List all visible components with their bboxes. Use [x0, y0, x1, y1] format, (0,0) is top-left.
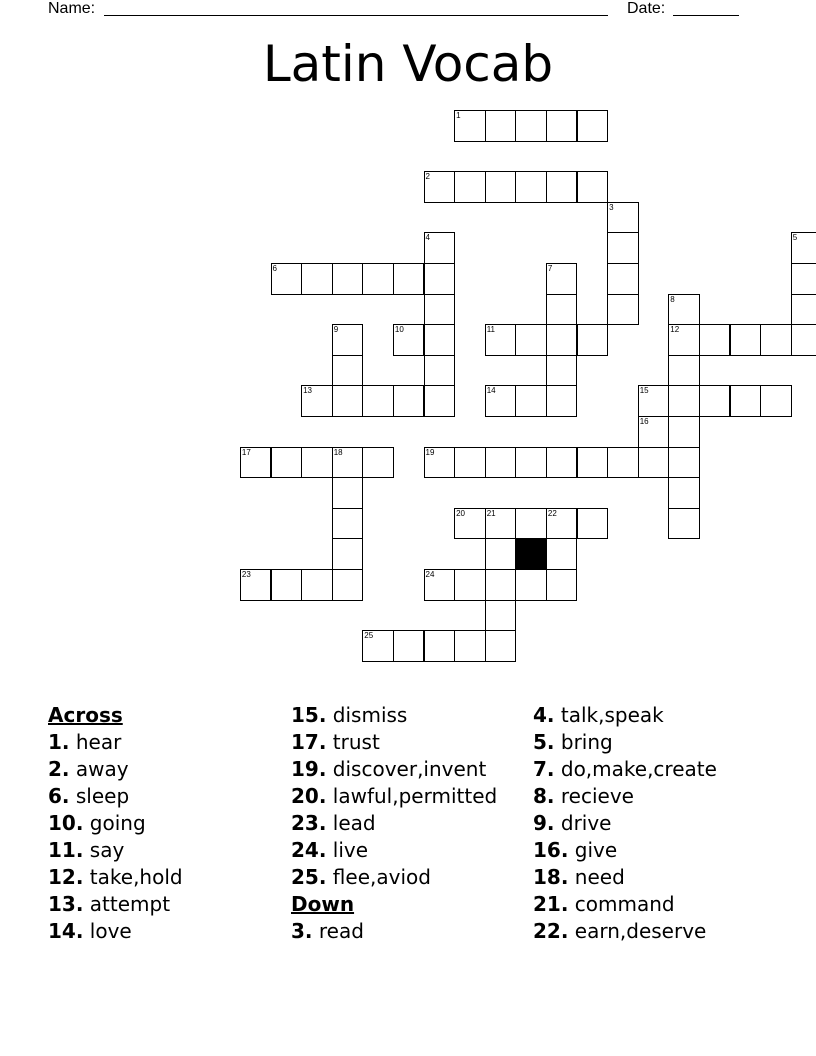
clue-item	[533, 783, 717, 810]
clue-number: 12	[670, 325, 680, 335]
clue-text: going	[83, 811, 146, 835]
crossword-cell-3[interactable]	[607, 202, 639, 234]
clue-number: 17.	[291, 730, 327, 754]
clue-item	[533, 756, 717, 783]
crossword-cell[interactable]	[668, 355, 700, 387]
crossword-cell[interactable]	[362, 385, 394, 417]
clue-text: drive	[554, 811, 612, 835]
clue-text: lead	[326, 811, 376, 835]
clue-number: 7.	[533, 757, 555, 781]
crossword-cell-22[interactable]	[546, 508, 578, 540]
crossword-cell[interactable]	[668, 385, 700, 417]
crossword-cell[interactable]	[668, 416, 700, 448]
clue-number: 24	[425, 570, 435, 579]
clue-item	[533, 864, 717, 891]
crossword-cell[interactable]	[515, 385, 547, 417]
clue-text: sleep	[69, 784, 130, 808]
crossword-cell[interactable]	[393, 263, 425, 295]
clues-column-1	[48, 702, 183, 945]
across-clue-list-continued	[291, 702, 497, 891]
clue-number: 12.	[48, 865, 84, 889]
clue-number: 22	[547, 508, 557, 518]
clue-number: 4	[425, 233, 430, 243]
clue-text: lawful,permitted	[326, 784, 498, 808]
crossword-cell-16[interactable]	[638, 416, 670, 448]
crossword-cell[interactable]	[393, 630, 425, 662]
clue-text: attempt	[83, 892, 171, 916]
clue-item	[48, 891, 183, 918]
page-title: Latin Vocab	[262, 35, 554, 93]
crossword-cell[interactable]	[301, 447, 333, 479]
clue-number: 15.	[291, 703, 327, 727]
clue-item	[48, 810, 183, 837]
crossword-cell[interactable]	[301, 263, 333, 295]
crossword-cell-11[interactable]	[485, 324, 517, 356]
crossword-cell-7[interactable]	[546, 263, 578, 295]
clue-number: 23.	[291, 811, 327, 835]
clue-number: 2	[425, 172, 430, 182]
crossword-cell[interactable]	[546, 324, 578, 356]
clue-number: 21.	[533, 892, 569, 916]
clue-item	[533, 729, 717, 756]
crossword-cell[interactable]	[546, 355, 578, 387]
crossword-cell-5[interactable]	[791, 232, 816, 264]
crossword-cell[interactable]	[546, 447, 578, 479]
crossword-cell[interactable]	[424, 263, 456, 295]
down-clue-list	[291, 918, 497, 945]
crossword-cell-2[interactable]	[424, 171, 456, 203]
clue-number: 6	[272, 264, 277, 273]
clue-number: 19.	[291, 757, 327, 781]
clue-item	[48, 783, 183, 810]
crossword-cell[interactable]	[332, 569, 364, 601]
clue-number: 4.	[533, 703, 555, 727]
clue-text: bring	[554, 730, 613, 754]
crossword-cell[interactable]	[668, 447, 700, 479]
clue-number: 16	[639, 417, 649, 426]
crossword-cell-23[interactable]	[240, 569, 272, 601]
crossword-cell-8[interactable]	[668, 294, 700, 326]
crossword-cell[interactable]	[515, 324, 547, 356]
clue-number: 6.	[48, 784, 70, 808]
crossword-cell[interactable]	[424, 324, 456, 356]
clue-item	[533, 837, 717, 864]
crossword-cell[interactable]	[546, 385, 578, 417]
clue-text: hear	[69, 730, 122, 754]
crossword-cell[interactable]	[301, 569, 333, 601]
clue-number: 18.	[533, 865, 569, 889]
clue-number: 8	[670, 294, 675, 304]
clue-text: talk,speak	[554, 703, 664, 727]
crossword-cell[interactable]	[332, 385, 364, 417]
crossword-cell[interactable]	[546, 538, 578, 570]
crossword-cell[interactable]	[485, 538, 517, 570]
clue-number: 25	[364, 631, 374, 641]
crossword-cell-15[interactable]	[638, 385, 670, 417]
crossword-cell[interactable]	[424, 294, 456, 326]
clue-number: 3	[609, 202, 614, 212]
clue-number: 18	[333, 447, 343, 457]
clue-item	[291, 702, 497, 729]
clue-number: 17	[241, 447, 251, 457]
crossword-cell-17[interactable]	[240, 447, 272, 479]
crossword-cell[interactable]	[454, 630, 486, 662]
crossword-cell-19[interactable]	[424, 447, 456, 479]
crossword-cell[interactable]	[699, 324, 731, 356]
clue-number: 23	[241, 570, 251, 579]
crossword-cell[interactable]	[424, 385, 456, 417]
crossword-cell[interactable]	[485, 569, 517, 601]
crossword-cell-14[interactable]	[485, 385, 517, 417]
crossword-cell[interactable]	[332, 538, 364, 570]
crossword-cell[interactable]	[668, 508, 700, 540]
clue-text: love	[83, 919, 132, 943]
crossword-cell[interactable]	[271, 447, 303, 479]
clue-number: 21	[486, 508, 496, 518]
clue-text: earn,deserve	[568, 919, 707, 943]
clue-text: say	[83, 838, 125, 862]
clue-number: 11.	[48, 838, 84, 862]
crossword-cell[interactable]	[485, 600, 517, 632]
clue-number: 3.	[291, 919, 313, 943]
clue-item	[48, 837, 183, 864]
crossword-cell-6[interactable]	[271, 263, 303, 295]
crossword-cell[interactable]	[546, 171, 578, 203]
clue-text: live	[326, 838, 369, 862]
crossword-cell-25[interactable]	[362, 630, 394, 662]
crossword-cell[interactable]	[424, 355, 456, 387]
clue-text: take,hold	[83, 865, 183, 889]
across-heading: Across	[48, 703, 123, 727]
crossword-cell[interactable]	[791, 324, 816, 356]
crossword-cell-24[interactable]	[424, 569, 456, 601]
clue-number: 25.	[291, 865, 327, 889]
crossword-cell[interactable]	[546, 294, 578, 326]
crossword-cell[interactable]	[760, 385, 792, 417]
crossword-cell[interactable]	[515, 171, 547, 203]
clue-number: 13	[303, 386, 312, 396]
crossword-cell[interactable]	[699, 385, 731, 417]
clue-number: 14.	[48, 919, 84, 943]
down-heading: Down	[291, 892, 355, 916]
clue-item	[533, 702, 717, 729]
crossword-cell-10[interactable]	[393, 324, 425, 356]
across-clue-list	[48, 729, 183, 945]
clue-item	[291, 756, 497, 783]
crossword-cell[interactable]	[454, 171, 486, 203]
crossword-cell[interactable]	[424, 630, 456, 662]
crossword-cell[interactable]	[668, 477, 700, 509]
clue-number: 1.	[48, 730, 70, 754]
crossword-cell[interactable]	[332, 355, 364, 387]
clue-text: do,make,create	[554, 757, 717, 781]
crossword-cell[interactable]	[730, 324, 762, 356]
clue-number: 9	[333, 325, 339, 335]
crossword-cell[interactable]	[515, 447, 547, 479]
crossword-cell[interactable]	[791, 263, 816, 295]
clue-text: give	[568, 838, 618, 862]
crossword-cell[interactable]	[515, 110, 547, 142]
clue-number: 5.	[533, 730, 555, 754]
clue-number: 20	[456, 508, 465, 518]
crossword-cell[interactable]	[638, 447, 670, 479]
clue-text: dismiss	[326, 703, 408, 727]
clue-item	[291, 783, 497, 810]
crossword-cell[interactable]	[577, 508, 609, 540]
crossword-cell-9[interactable]	[332, 324, 364, 356]
clue-text: flee,aviod	[326, 865, 431, 889]
date-label: Date:	[627, 0, 666, 17]
clue-number: 10.	[48, 811, 84, 835]
clue-item	[533, 918, 717, 945]
clue-number: 19	[425, 447, 435, 457]
crossword-cell[interactable]	[332, 263, 364, 295]
crossword-cell[interactable]	[515, 569, 547, 601]
crossword-cell-1[interactable]	[454, 110, 486, 142]
crossword-cell[interactable]	[271, 569, 303, 601]
crossword-cell[interactable]	[485, 447, 517, 479]
clue-item	[291, 918, 497, 945]
clue-text: command	[568, 892, 675, 916]
clue-item	[533, 891, 717, 918]
crossword-cell-18[interactable]	[332, 447, 364, 479]
crossword-cell[interactable]	[485, 171, 517, 203]
crossword-cell[interactable]	[760, 324, 792, 356]
crossword-cell[interactable]	[607, 447, 639, 479]
clue-number: 7	[547, 264, 553, 273]
crossword-cell[interactable]	[485, 630, 517, 662]
crossword-cell-12[interactable]	[668, 324, 700, 356]
clue-text: read	[312, 919, 364, 943]
crossword-cell[interactable]	[485, 110, 517, 142]
clue-number: 1	[456, 111, 461, 120]
clue-number: 2.	[48, 757, 70, 781]
crossword-cell[interactable]	[607, 294, 639, 326]
clue-number: 14	[486, 386, 496, 396]
clue-item	[48, 918, 183, 945]
crossword-cell[interactable]	[546, 110, 578, 142]
clue-item	[291, 864, 497, 891]
crossword-cell[interactable]	[577, 447, 609, 479]
clue-item	[48, 756, 183, 783]
crossword-cell[interactable]	[546, 569, 578, 601]
clue-number: 16.	[533, 838, 569, 862]
name-label: Name:	[48, 0, 96, 17]
clue-number: 5	[792, 233, 798, 243]
clue-text: away	[69, 757, 129, 781]
clue-text: recieve	[554, 784, 634, 808]
clue-number: 9.	[533, 811, 555, 835]
crossword-cell[interactable]	[332, 508, 364, 540]
clue-item	[291, 729, 497, 756]
crossword-cell[interactable]	[730, 385, 762, 417]
crossword-cell[interactable]	[454, 447, 486, 479]
crossword-cell-4[interactable]	[424, 232, 456, 264]
crossword-cell-13[interactable]	[301, 385, 333, 417]
black-square	[515, 538, 547, 570]
clue-item	[48, 864, 183, 891]
clue-text: trust	[326, 730, 380, 754]
crossword-cell[interactable]	[362, 447, 394, 479]
crossword-cell-21[interactable]	[485, 508, 517, 540]
clues-column-2	[291, 702, 497, 945]
crossword-cell[interactable]	[515, 508, 547, 540]
clues-column-3	[533, 702, 717, 945]
clue-text: discover,invent	[326, 757, 487, 781]
down-clue-list-continued	[533, 702, 717, 945]
clue-number: 22.	[533, 919, 569, 943]
crossword-cell[interactable]	[332, 477, 364, 509]
crossword-cell[interactable]	[577, 324, 609, 356]
clue-item	[291, 837, 497, 864]
clue-number: 11	[486, 325, 495, 335]
clue-number: 10	[394, 325, 404, 335]
clue-number: 15	[639, 386, 649, 396]
clue-item	[291, 810, 497, 837]
crossword-cell-20[interactable]	[454, 508, 486, 540]
clue-text: need	[568, 865, 625, 889]
crossword-cell[interactable]	[454, 569, 486, 601]
clue-item	[533, 810, 717, 837]
crossword-cell[interactable]	[577, 171, 609, 203]
clue-item	[48, 729, 183, 756]
crossword-cell[interactable]	[791, 294, 816, 326]
crossword-cell[interactable]	[607, 232, 639, 264]
crossword-cell[interactable]	[362, 263, 394, 295]
crossword-cell[interactable]	[577, 110, 609, 142]
crossword-cell[interactable]	[607, 263, 639, 295]
clue-number: 24.	[291, 838, 327, 862]
crossword-cell[interactable]	[393, 385, 425, 417]
clue-number: 8.	[533, 784, 555, 808]
clue-number: 13.	[48, 892, 84, 916]
clue-number: 20.	[291, 784, 327, 808]
